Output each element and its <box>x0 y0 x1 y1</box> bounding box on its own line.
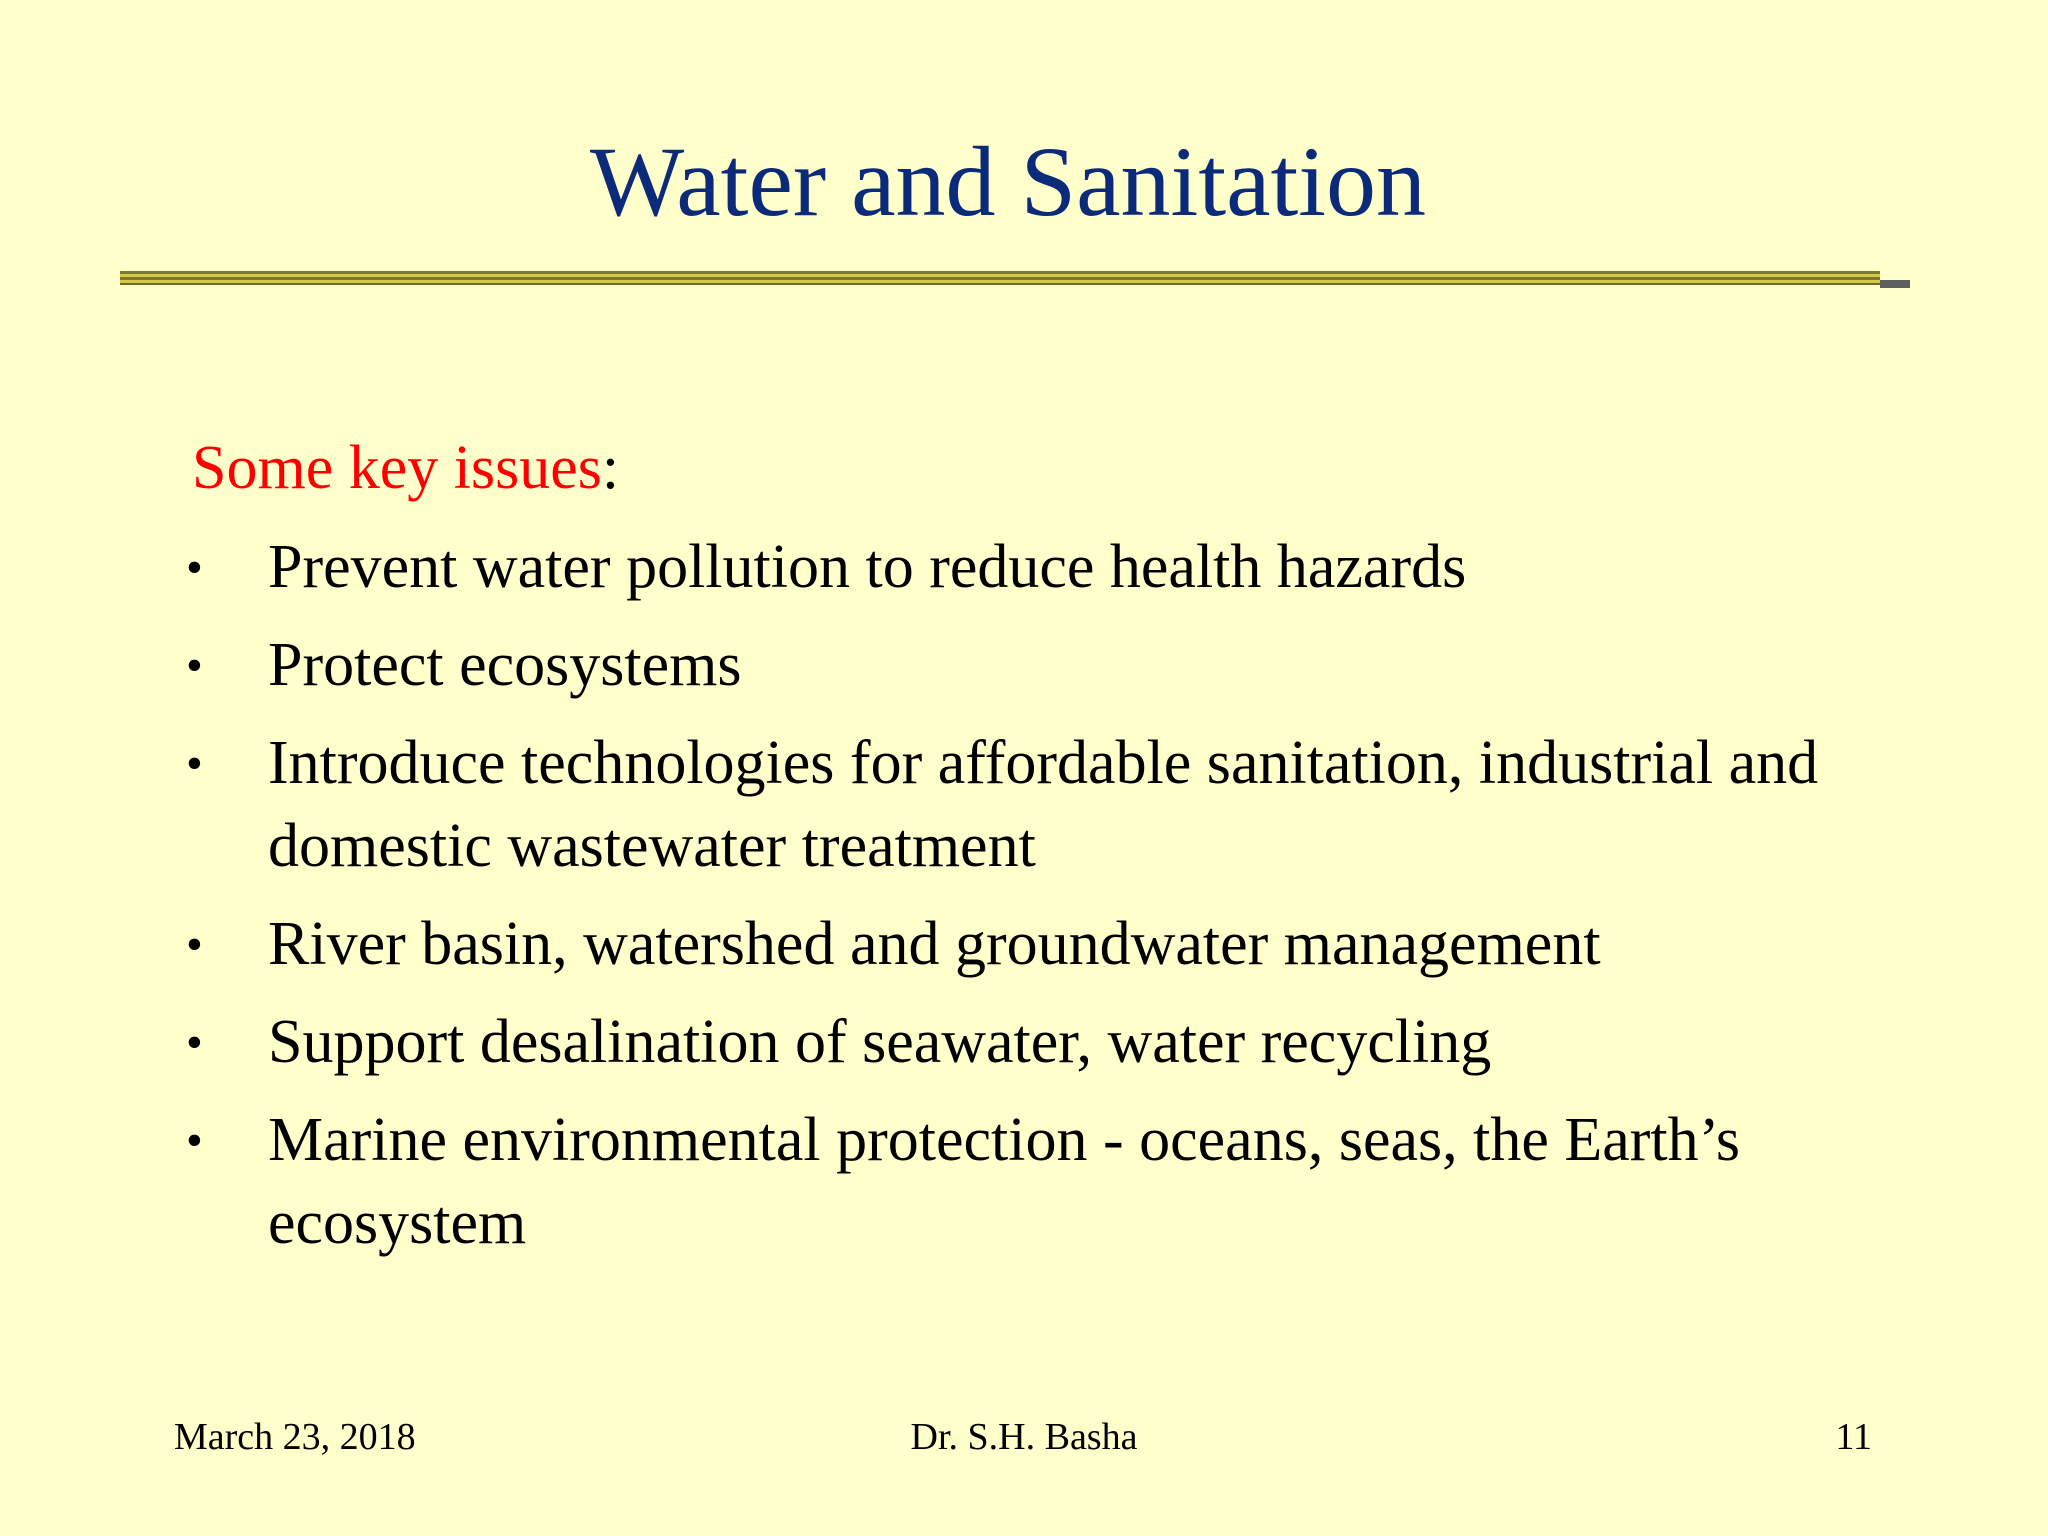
bullet-text: Marine environmental protection - oceans, seas, the Earth’s ecosystem <box>268 1106 1740 1257</box>
bullet-item <box>186 903 1926 986</box>
bullet-text: Introduce technologies for affordable sanitation, industrial and domestic wastewater treatment <box>268 729 1819 880</box>
footer-author: Dr. S.H. Basha <box>910 1416 1138 1458</box>
bullet-item <box>186 1099 1926 1265</box>
bullet-text: Support desalination of seawater, water recycling <box>268 1008 1492 1076</box>
bullet-item <box>186 526 1926 609</box>
bullet-icon: • <box>186 1114 203 1167</box>
section-heading-highlight: Some key issues <box>192 434 602 502</box>
footer-page-number: 11 <box>1835 1416 1872 1458</box>
bullet-list <box>186 526 1926 1280</box>
bullet-text: Prevent water pollution to reduce health hazards <box>268 533 1467 601</box>
slide-title: Water and Sanitation <box>589 126 1427 237</box>
divider-line <box>120 283 1880 285</box>
bullet-item <box>186 624 1926 707</box>
footer-date: March 23, 2018 <box>174 1416 416 1458</box>
bullet-text: Protect ecosystems <box>268 631 742 699</box>
title-divider <box>120 271 1910 287</box>
section-heading <box>192 428 619 508</box>
section-heading-colon: : <box>601 434 620 502</box>
bullet-icon: • <box>186 541 203 594</box>
bullet-icon: • <box>186 918 203 971</box>
bullet-text: River basin, watershed and groundwater management <box>268 910 1601 978</box>
bullet-item <box>186 722 1926 888</box>
divider-end-cap <box>1880 280 1910 288</box>
bullet-icon: • <box>186 1016 203 1069</box>
bullet-icon: • <box>186 639 203 692</box>
bullet-icon: • <box>186 737 203 790</box>
bullet-item <box>186 1001 1926 1084</box>
